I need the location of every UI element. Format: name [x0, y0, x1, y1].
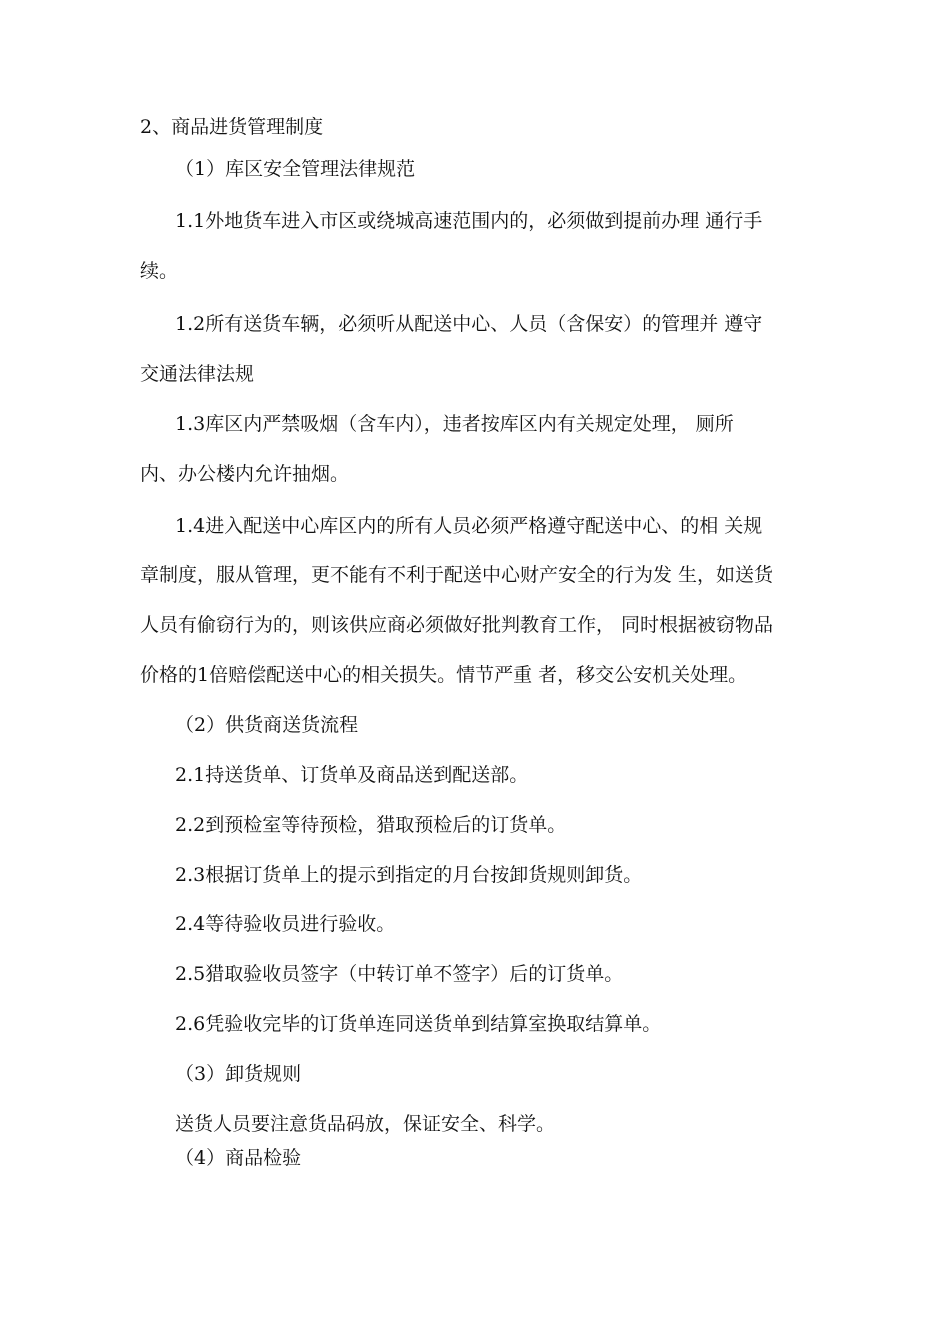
section-heading: 2、商品进货管理制度: [140, 116, 324, 138]
paragraph-1-3-line-2: 内、办公楼内允许抽烟。: [140, 463, 350, 485]
paragraph-1-4-line-4: 价格的1倍赔偿配送中心的相关损失。情节严重 者，移交公安机关处理。: [140, 664, 748, 686]
paragraph-1-2-line-2: 交通法律法规: [140, 363, 255, 385]
step-2-1: 2.1持送货单、订货单及商品送到配送部。: [175, 764, 529, 786]
section4-title: （4）商品检验: [175, 1147, 302, 1169]
paragraph-1-4-line-1: 1.4进入配送中心库区内的所有人员必须严格遵守配送中心、的相 关规: [175, 515, 763, 537]
step-2-4: 2.4等待验收员进行验收。: [175, 913, 396, 935]
paragraph-1-3-line-1: 1.3库区内严禁吸烟（含车内），违者按库区内有关规定处理， 厕所: [175, 413, 734, 435]
step-2-6: 2.6凭验收完毕的订货单连同送货单到结算室换取结算单。: [175, 1013, 662, 1035]
section2-title: （2）供货商送货流程: [175, 714, 359, 736]
step-2-2: 2.2到预检室等待预检，猎取预检后的订货单。: [175, 814, 567, 836]
paragraph-1-4-line-3: 人员有偷窃行为的，则该供应商必须做好批判教育工作， 同时根据被窃物品: [140, 614, 774, 636]
step-2-3: 2.3根据订货单上的提示到指定的月台按卸货规则卸货。: [175, 864, 643, 886]
section3-text: 送货人员要注意货品码放，保证安全、科学。: [175, 1113, 556, 1135]
section3-title: （3）卸货规则: [175, 1063, 302, 1085]
paragraph-1-1-line-2: 续。: [140, 260, 179, 282]
section1-title: （1）库区安全管理法律规范: [175, 158, 416, 180]
paragraph-1-2-line-1: 1.2所有送货车辆，必须听从配送中心、人员（含保安）的管理并 遵守: [175, 313, 763, 335]
step-2-5: 2.5猎取验收员签字（中转订单不签字）后的订货单。: [175, 963, 624, 985]
paragraph-1-1-line-1: 1.1外地货车进入市区或绕城高速范围内的，必须做到提前办理 通行手: [175, 210, 763, 232]
paragraph-1-4-line-2: 章制度，服从管理，更不能有不利于配送中心财产安全的行为发 生，如送货: [140, 564, 774, 586]
